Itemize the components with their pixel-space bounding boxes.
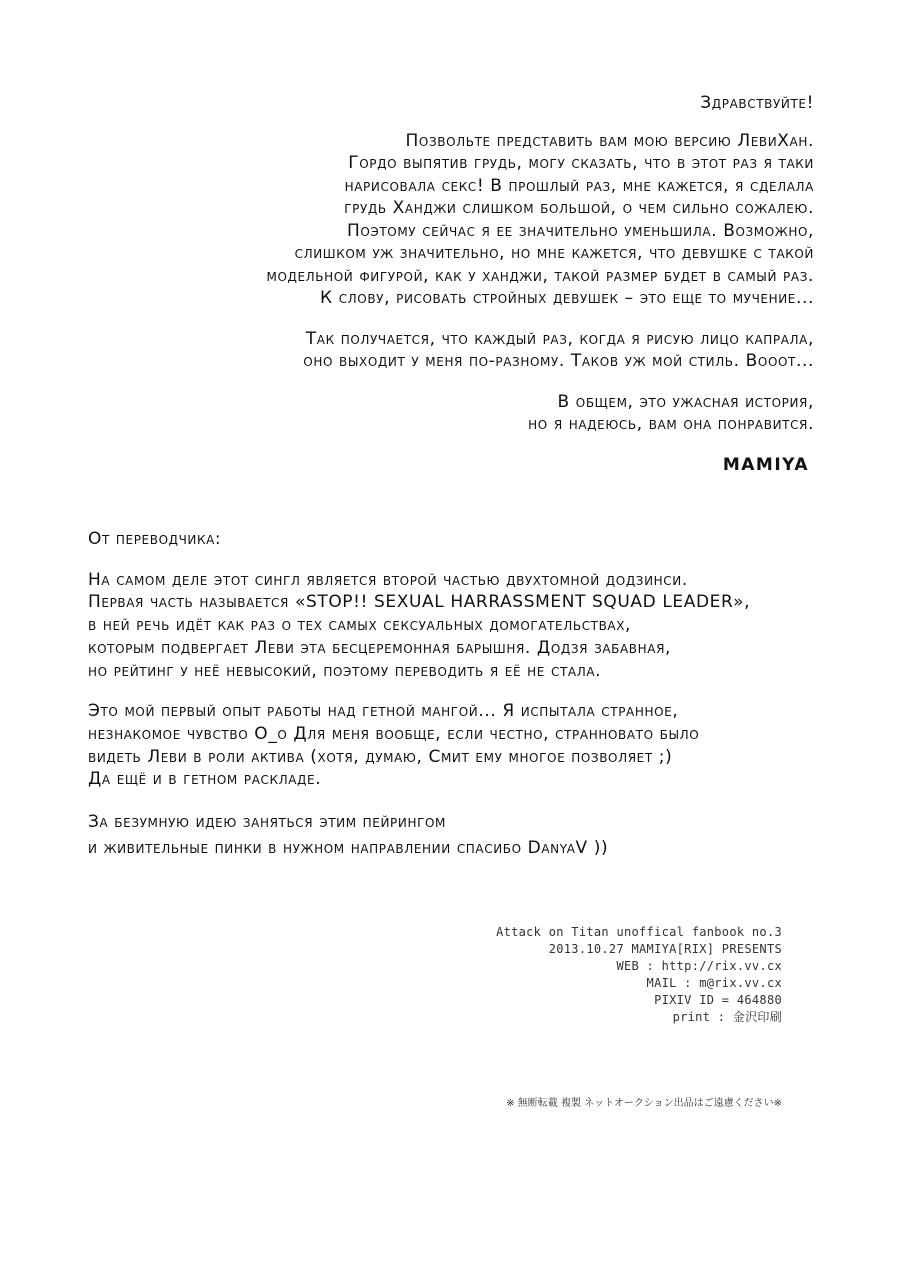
credit-line: WEB : http://rix.vv.cx xyxy=(616,959,782,973)
text-line: Поэтому сейчас я ее значительно уменьшила. Возможно, xyxy=(346,220,814,241)
text-line: но я надеюсь, вам она понравится. xyxy=(528,414,814,434)
text-line: слишком уж значительно, но мне кажется, что девушке с такой xyxy=(294,243,814,263)
text-line: Гордо выпятив грудь, могу сказать, что в этот раз я таки xyxy=(348,153,814,173)
author-signature: MAMIYA xyxy=(722,454,809,475)
translator-heading: От переводчика: xyxy=(88,529,222,549)
text-line: оно выходит у меня по-разному. Таков уж мой стиль. Вооот... xyxy=(303,351,814,371)
text-line: В общем, это ужасная история, xyxy=(557,391,814,412)
text-line: Это мой первый опыт работы над гетной мангой... Я испытала странное, xyxy=(88,701,679,722)
text-line: видеть Леви в роли актива (хотя, думаю, Смит ему многое позволяет ;) xyxy=(88,746,673,767)
author-greeting: Здравствуйте! xyxy=(700,93,814,113)
text-line: К слову, рисовать стройных девушек – это еще то мучение... xyxy=(320,288,814,308)
author-paragraph-1 xyxy=(134,130,814,310)
author-paragraph-3 xyxy=(134,391,814,436)
credit-line: MAIL : m@rix.vv.cx xyxy=(646,976,782,990)
colophon-credits xyxy=(496,924,782,1026)
author-paragraph-2 xyxy=(134,328,814,373)
credit-line: print : 金沢印刷 xyxy=(672,1010,782,1024)
author-note xyxy=(134,92,814,476)
text-line: Первая часть называется «STOP!! SEXUAL HARRASSMENT SQUAD LEADER», xyxy=(88,592,751,613)
text-line: За безумную идею заняться этим пейрингом xyxy=(88,812,446,833)
copyright-notice: ※ 無断転載 複製 ネットオークション出品はご遠慮ください※ xyxy=(506,1098,782,1109)
text-line: нарисовала секс! В прошлый раз, мне кажется, я сделала xyxy=(344,175,814,196)
text-line: Так получается, что каждый раз, когда я рисую лицо капрала, xyxy=(305,328,814,349)
text-line: Позвольте представить вам мою версию ЛевиХан. xyxy=(405,130,814,151)
text-line: грудь Ханджи слишком большой, о чем сильно сожалею. xyxy=(344,198,814,218)
translator-note xyxy=(88,528,828,879)
text-line: и живительные пинки в нужном направлении спасибо DanyaV )) xyxy=(88,838,609,859)
text-line: которым подвергает Леви эта бесцеремонная барышня. Додзя забавная, xyxy=(88,637,672,658)
credit-line: Attack on Titan unoffical fanbook no.3 xyxy=(496,925,782,939)
text-line: в ней речь идёт как раз о тех самых сексуальных домогательствах, xyxy=(88,615,632,636)
translator-paragraph-1 xyxy=(88,569,828,683)
text-line: Да ещё и в гетном раскладе. xyxy=(88,769,322,790)
text-line: На самом деле этот сингл является второй частью двухтомной додзинси. xyxy=(88,569,688,590)
translator-paragraph-3 xyxy=(88,809,828,861)
credit-line: 2013.10.27 MAMIYA[RIX] PRESENTS xyxy=(548,942,782,956)
text-line: модельной фигурой, как у ханджи, такой размер будет в самый раз. xyxy=(266,265,814,286)
translator-paragraph-2 xyxy=(88,700,828,791)
text-line: незнакомое чувство О_о Для меня вообще, если честно, странновато было xyxy=(88,723,700,744)
text-line: но рейтинг у неё невысокий, поэтому переводить я её не стала. xyxy=(88,660,602,681)
credit-line: PIXIV ID = 464880 xyxy=(654,993,782,1007)
